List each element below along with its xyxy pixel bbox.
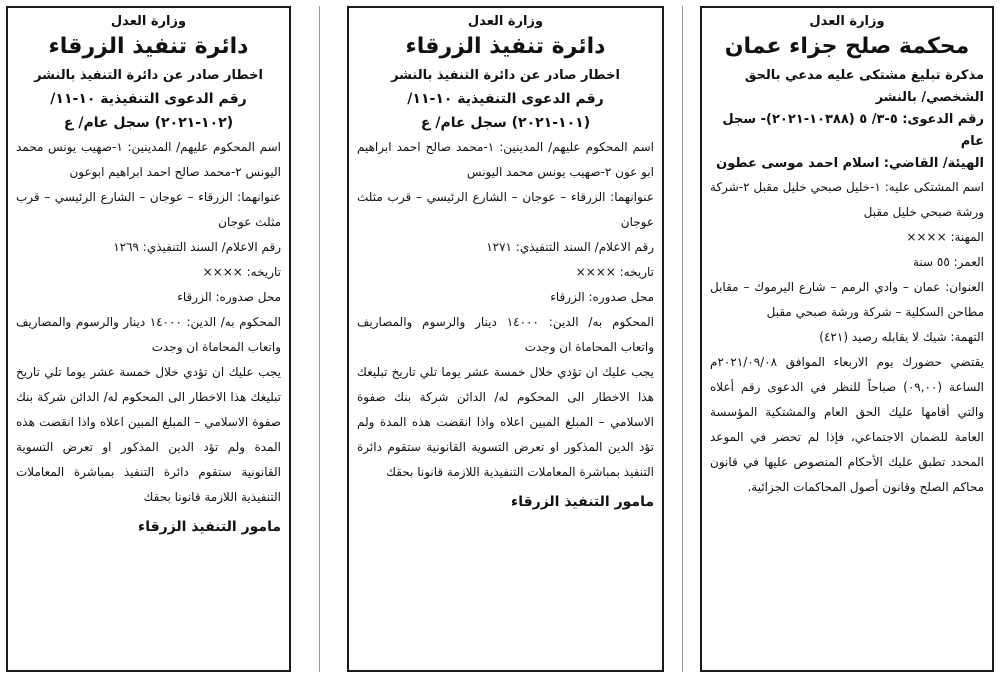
- case-number-value: (١٠١-٢٠٢١) سجل عام/ ع: [420, 115, 591, 131]
- address-line: عنوانهما: الزرقاء – عوجان – الشارع الرئيسي – قرب مثلث عوجان: [357, 190, 654, 229]
- debtors-line: اسم المحكوم عليهم/ المدينين: ١-صهيب يونس محمد اليونس ٢-محمد صالح احمد ابراهيم ابوعون: [16, 140, 281, 179]
- judgment-line: المحكوم به/ الدين: ١٤٠٠٠ دينار والرسوم والمصاريف واتعاب المحاماة ان وجدت: [16, 315, 281, 354]
- defendants-line: اسم المشتكى عليه: ١-خليل صبحي خليل مقبل ٢-شركة ورشة صبحي خليل مقبل: [710, 180, 984, 219]
- column-divider: [319, 6, 320, 672]
- ministry-heading: وزارة العدل: [110, 14, 187, 29]
- department-title: دائرة تنفيذ الزرقاء: [48, 34, 249, 59]
- notice-title: اخطار صادر عن دائرة التنفيذ بالنشر: [34, 68, 263, 83]
- case-number: رقم الدعوى: ٥-٣/ ٥ (١٠٣٨٨-٢٠٢١)- سجل عام: [722, 112, 984, 149]
- reference-line: رقم الاعلام/ السند التنفيذي: ١٢٧١: [486, 240, 654, 254]
- instructions-paragraph: يجب عليك ان تؤدي خلال خمسة عشر يوما تلي تاريخ تبليغك هذا الاخطار الى المحكوم له/ الدائن شركة بنك صفوة الاسلامي – المبلغ المبين اعلاه واذا انقضت هذه المدة ولم تؤد الدين المذكور او تعرض التسوية القانونية ستقوم دائرة التنفيذ بمباشرة المعاملات التنفيذية اللازمة قانونا بحقك: [16, 365, 281, 504]
- summons-paragraph: يقتضي حضورك يوم الاربعاء الموافق ٢٠٢١/٠٩/٠٨م الساعة (٠٩,٠٠) صباحاً للنظر في الدعوى رقم أعلاه والتي أقامها عليك الحق العام والمشتكية المؤسسة العامة للضمان الاجتماعي، فإذا لم تحضر في الموعد المحدد تطبق عليك الأحكام المنصوص عليها في قانون محاكم الصلح وقانون أصول المحاكمات الجزائية.: [710, 355, 984, 494]
- notice-zarqa-execution-101: [347, 6, 664, 672]
- instructions-paragraph: يجب عليك ان تؤدي خلال خمسة عشر يوما تلي تاريخ تبليغك هذا الاخطار الى المحكوم له/ الدائن شركة بنك صفوة الاسلامي – المبلغ المبين اعلاه واذا انقضت هذه المدة ولم تؤد الدين المذكور او تعرض التسوية القانونية ستقوم دائرة التنفيذ بمباشرة المعاملات التنفيذية اللازمة قانونا بحقك: [357, 365, 654, 479]
- issued-at-line: محل صدوره: الزرقاء: [177, 290, 281, 304]
- memo-title: مذكرة تبليغ مشتكى عليه مدعي بالحق الشخصي/ بالنشر: [744, 68, 984, 105]
- notice-title: اخطار صادر عن دائرة التنفيذ بالنشر: [391, 68, 620, 83]
- notice-amman-court: [700, 6, 994, 672]
- department-title: دائرة تنفيذ الزرقاء: [405, 34, 606, 59]
- ministry-heading: وزارة العدل: [809, 14, 885, 29]
- address-line: عنوانهما: الزرقاء – عوجان – الشارع الرئيسي – قرب مثلث عوجان: [16, 190, 281, 229]
- profession-line: المهنة: ××××: [906, 230, 984, 244]
- ministry-heading: وزارة العدل: [467, 14, 544, 29]
- case-number-label: رقم الدعوى التنفيذية ١٠-١١/: [407, 91, 604, 107]
- charge-line: التهمة: شيك لا يقابله رصيد (٤٢١): [819, 330, 984, 344]
- notice-zarqa-execution-102: [6, 6, 291, 672]
- age-line: العمر: ٥٥ سنة: [912, 255, 984, 269]
- date-line: تاريخه: ××××: [202, 265, 281, 279]
- debtors-line: اسم المحكوم عليهم/ المدينين: ١-محمد صالح احمد ابراهيم ابو عون ٢-صهيب يونس محمد اليونس: [357, 140, 654, 179]
- reference-line: رقم الاعلام/ السند التنفيذي: ١٢٦٩: [113, 240, 281, 254]
- date-line: تاريخه: ××××: [575, 265, 654, 279]
- court-title: محكمة صلح جزاء عمان: [724, 34, 970, 59]
- issued-at-line: محل صدوره: الزرقاء: [550, 290, 654, 304]
- judge-line: الهيئة/ القاضي: اسلام احمد موسى عطون: [716, 156, 984, 171]
- signature-line: مامور التنفيذ الزرقاء: [511, 494, 654, 510]
- address-line: العنوان: عمان – وادي الرمم – شارع اليرموك – مقابل مطاحن السكلية – شركة ورشة صبحي مقبل: [710, 280, 984, 319]
- judgment-line: المحكوم به/ الدين: ١٤٠٠٠ دينار والرسوم والمصاريف واتعاب المحاماة ان وجدت: [357, 315, 654, 354]
- signature-line: مامور التنفيذ الزرقاء: [138, 519, 281, 535]
- case-number-label: رقم الدعوى التنفيذية ١٠-١١/: [50, 91, 247, 107]
- column-divider: [682, 6, 683, 672]
- case-number-value: (١٠٢-٢٠٢١) سجل عام/ ع: [63, 115, 234, 131]
